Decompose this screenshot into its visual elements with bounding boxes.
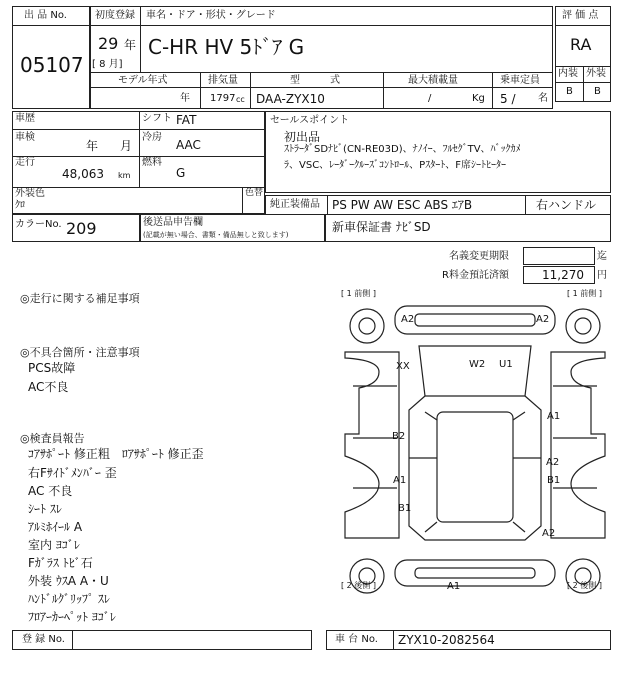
displacement-label: 排気量 [208, 75, 238, 86]
inspection-year: 年 [86, 139, 99, 153]
equipment-label: 純正装備品 [270, 199, 320, 210]
damage-mark: A1 [447, 581, 461, 592]
type-label: 型 式 [290, 75, 340, 86]
interior-label: 内装 [558, 68, 578, 79]
inspector-item: Fｶﾞﾗｽ ﾄﾋﾞ石 [28, 556, 93, 570]
sales-point-line2: ｽﾄﾗｰﾀﾞSDﾅﾋﾞ(CN-RE03D)、ﾅﾉｲｰ、ﾌﾙｾｸﾞTV、ﾊﾞｯｸｶﾒ [284, 144, 521, 155]
inspection-month: 月 [120, 139, 133, 153]
inspector-title: ◎検査員報告 [20, 432, 85, 445]
mileage-value: 48,063 [62, 167, 104, 181]
reg-year-unit: 年 [124, 38, 137, 52]
grade-label: 評 価 点 [562, 10, 599, 21]
fuel-value: G [176, 166, 186, 180]
handle-value: 右ハンドル [536, 198, 597, 212]
damage-mark: A2 [401, 314, 415, 325]
defect-item: AC不良 [28, 380, 69, 394]
defect-item: PCS故障 [28, 361, 76, 375]
damage-mark: W2 [469, 359, 486, 370]
color-no-label: カラーNo. [15, 219, 62, 230]
recycle-label: R料金預託済額 [442, 270, 509, 281]
displacement: 1797 [210, 93, 236, 104]
capacity-value: 5 / [500, 92, 516, 106]
corner-label-tr: [ 1 前側 ] [567, 289, 602, 298]
lot-number: 05107 [20, 53, 84, 77]
km-unit: km [118, 171, 131, 180]
recycle-value: 11,270 [542, 268, 584, 282]
kg-unit: Kg [472, 93, 485, 104]
exterior-label: 外装 [586, 68, 606, 79]
recycle-unit: 円 [597, 270, 607, 281]
grade-value: RA [570, 35, 592, 54]
damage-mark: A1 [393, 475, 407, 486]
corner-label-tl: [ 1 前側 ] [341, 289, 376, 298]
sales-point-label: セールスポイント [270, 115, 350, 126]
model-year-label: モデル年式 [118, 75, 168, 86]
exterior-grade: B [594, 86, 601, 97]
damage-mark: A1 [547, 411, 561, 422]
damage-mark: A2 [542, 528, 556, 539]
interior-grade: B [566, 86, 573, 97]
inspector-item: ﾌﾛｱｰｶｰﾍﾟｯﾄ ﾖｺﾞﾚ [28, 610, 116, 624]
sales-point-line1: 初出品 [284, 130, 321, 144]
ac-value: AAC [176, 138, 201, 152]
ac-label: 冷房 [142, 132, 162, 143]
chassis-label: 車 台 No. [335, 634, 378, 645]
capacity-label: 乗車定員 [500, 75, 540, 86]
damage-mark: U1 [499, 359, 513, 370]
first-reg-label: 初度登録 [95, 10, 135, 21]
corner-label-br: [ 2 後側 ] [567, 581, 602, 590]
inspector-item: ｱﾙﾐﾎｲｰﾙ A [28, 520, 83, 534]
warranty-value: 新車保証書 ﾅﾋﾞSD [332, 220, 431, 234]
capacity-unit: 名 [538, 93, 548, 104]
fuel-label: 燃料 [142, 157, 162, 168]
reg-year: 29 [98, 34, 119, 53]
type-value: DAA-ZYX10 [256, 92, 325, 106]
defect-title: ◎不具合箇所・注意事項 [20, 346, 140, 359]
inspector-item: 室内 ﾖｺﾞﾚ [28, 538, 80, 552]
color-no-value: 209 [66, 219, 97, 238]
damage-mark: A2 [546, 457, 560, 468]
inspector-item: ｼｰﾄ ｽﾚ [28, 502, 62, 516]
lot-label: 出 品 No. [24, 10, 67, 21]
inspection-label: 車検 [15, 132, 35, 143]
chassis-value: ZYX10-2082564 [398, 633, 495, 647]
equipment-value: PS PW AW ESC ABS ｴｱB [332, 198, 473, 212]
model-year-unit: 年 [180, 93, 190, 104]
ext-color-value: ｸﾛ [15, 200, 25, 211]
shift-label: シフト [142, 113, 172, 124]
aftermarket-note: (記載が無い場合、書類・備品無しと致します) [143, 231, 289, 239]
damage-mark: B1 [398, 503, 412, 514]
load-slash: / [428, 93, 432, 104]
sales-point-line3: ﾗ、VSC、ﾚｰﾀﾞｰｸﾙｰｽﾞｺﾝﾄﾛｰﾙ、Pｽﾀｰﾄ、F席ｼｰﾄﾋｰﾀｰ [284, 160, 506, 171]
color-change-label: 色替 [245, 188, 264, 198]
car-diagram [339, 288, 611, 606]
inspector-item: AC 不良 [28, 484, 73, 498]
aftermarket-label: 後送品申告欄 [143, 217, 203, 228]
inspector-item: ﾊﾝﾄﾞﾙｸﾞﾘｯﾌﾟ ｽﾚ [28, 592, 110, 606]
driving-title: ◎走行に関する補足事項 [20, 292, 140, 305]
damage-mark: B2 [392, 431, 406, 442]
max-load-label: 最大積載量 [408, 75, 458, 86]
car-diagram-svg [339, 288, 611, 606]
reg-no-label: 登 録 No. [22, 634, 65, 645]
damage-mark: B1 [547, 475, 561, 486]
name-change-label: 名義変更期限 [449, 251, 509, 262]
inspector-item: 右Fｻｲﾄﾞﾒﾝﾊﾞｰ 歪 [28, 466, 117, 480]
inspector-item: ｺｱｻﾎﾟｰﾄ 修正粗 ﾛｱｻﾎﾟｰﾄ 修正歪 [28, 447, 204, 461]
model-desc-label: 車名・ドア・形状・グレード [146, 10, 276, 21]
history-label: 車歴 [15, 113, 35, 124]
car-name: C-HR HV 5ﾄﾞｱ G [148, 35, 305, 59]
ext-color-label: 外装色 [15, 188, 45, 199]
damage-mark: A2 [536, 314, 550, 325]
reg-month: [ 8 月] [92, 59, 123, 70]
shift-value: FAT [176, 113, 197, 127]
damage-mark: XX [396, 361, 410, 372]
name-change-unit: 迄 [597, 251, 607, 262]
name-change-box [523, 247, 595, 265]
cc-unit: cc [236, 95, 245, 104]
inspector-item: 外装 ｳｽA A・U [28, 574, 109, 588]
corner-label-bl: [ 2 後側 ] [341, 581, 376, 590]
mileage-label: 走行 [15, 157, 35, 168]
